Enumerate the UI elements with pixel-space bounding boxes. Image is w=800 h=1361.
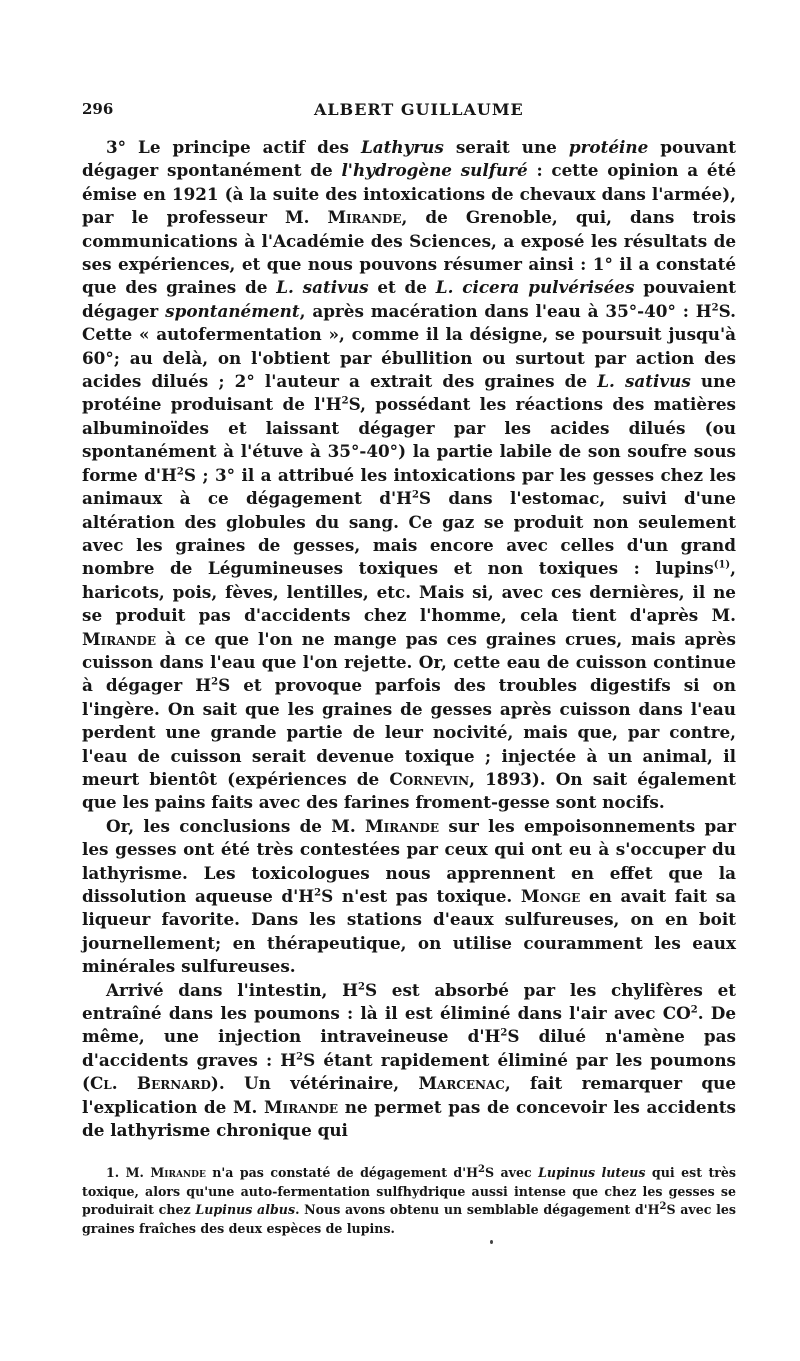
paragraph-2: Or, les conclusions de M. Mirande sur les empoisonnements par les gesses ont été très contestées par ceux qui ont eu à s'occuper du lathyrisme. Les toxicologues nous apprennent en effet que la dissolution aqueuse $d'H^2S$ n'est pas toxique. Monge en avait fait sa liqueur favorite. Dans les stations d'eaux sulfureuses, on en boit journellement; en thérapeutique, on utilise couramment les eaux minérales sulfureuses. — [82, 815, 736, 977]
footnote-text: 1. M. Mirande n'a pas constaté de dégagement $d'H^2S$ avec Lupinus luteus qui est très toxique, alors qu'une auto-fermentation sulfhydrique aussi intense que chez les gesses se produirait chez Lupinus albus. Nous avons obtenu un semblable dégagement $d'H^2S$ avec les graines fraîches des deux espèces de lupins. — [82, 1164, 736, 1236]
author-name: Mirande — [327, 207, 402, 228]
paragraph-1: 3° Le principe actif des Lathyrus serait une protéine pouvant dégager spontanément de l'hydrogène sulfuré : cette opinion a été émise en 1921 (à la suite des intoxications de chevaux dans l'armée), par le professeur M. Mirande, de Grenoble, qui, dans trois communications à l'Académie des Sciences, a exposé les résultats de ses expériences, et que nous pouvons résumer ainsi : 1° il a constaté que des graines de L. sativus et de L. cicera pulvérisées pouvaient dégager spontanément, après macération dans l'eau à 35°-40° : $H^2S$. Cette « autofermentation », comme il la désigne, se poursuit jusqu'à 60°; au delà, on l'obtient par ébullition ou surtout par action des acides dilués ; 2° l'auteur a extrait des graines de L. sativus une protéine produisant de $l'H^2S$, possédant les réactions des matières albuminoïdes et laissant dégager par les acides dilués (ou spontanément à l'étuve à 35°-40°) la partie labile de son soufre sous forme $d'H^2S$ ; 3° il a attribué les intoxications par les gesses chez les animaux à ce dégagement $d'H^2S$ dans l'estomac, suivi d'une altération des globules du sang. Ce gaz se produit non seulement avec les graines de gesses, mais encore avec celles d'un grand nombre de Légumineuses toxiques et non toxiques : lupins$^{(1)}$, haricots, pois, fèves, lentilles, etc. Mais si, avec ces dernières, il ne se produit pas d'accidents chez l'homme, cela tient d'après M. Mirande à ce que l'on ne mange pas ces graines crues, mais après cuisson dans l'eau que l'on rejette. Or, cette eau de cuisson continue à dégager $H^2S$ et provoque parfois des troubles digestifs si on l'ingère. On sait que les graines de gesses après cuisson dans l'eau perdent une grande partie de leur nocivité, mais que, par contre, l'eau de cuisson serait devenue toxique ; injectée à un animal, il meurt bientôt (expériences de Cornevin, 1893). On sait également que les pains faits avec des farines froment-gesse sont nocifs. — [82, 137, 737, 813]
page-number: 296 — [82, 100, 114, 118]
author-name: Cornevin — [389, 768, 470, 789]
footnote — [82, 1164, 736, 1238]
author-name: Mirande — [82, 628, 156, 649]
ink-speck — [490, 1240, 493, 1244]
author-name: Monge — [520, 886, 581, 906]
author-name: Marcenac — [418, 1073, 505, 1094]
page — [82, 96, 736, 1238]
author-name: Mirande — [264, 1096, 339, 1117]
body-text — [82, 136, 736, 1142]
author-name: Mirande — [150, 1165, 206, 1181]
author-name: Cl. Bernard — [89, 1073, 211, 1094]
author-name: Mirande — [365, 815, 440, 836]
paragraph-3: Arrivé dans l'intestin, $H^2S$ est absorbé par les chylifères et entraîné dans les poumons : là il est éliminé dans l'air avec $CO^2$. De même, une injection intraveineuse $d'H^2S$ dilué n'amène pas d'accidents graves : $H^2S$ étant rapidement éliminé par les poumons (Cl. Bernard). Un vétérinaire, Marcenac, fait remarquer que l'explication de M. Mirande ne permet pas de concevoir les accidents de lathyrisme chronique qui — [82, 979, 736, 1141]
running-head — [82, 96, 736, 126]
running-title-author: ALBERT GUILLAUME — [314, 100, 524, 119]
footnote-ref: (1) — [713, 559, 731, 571]
